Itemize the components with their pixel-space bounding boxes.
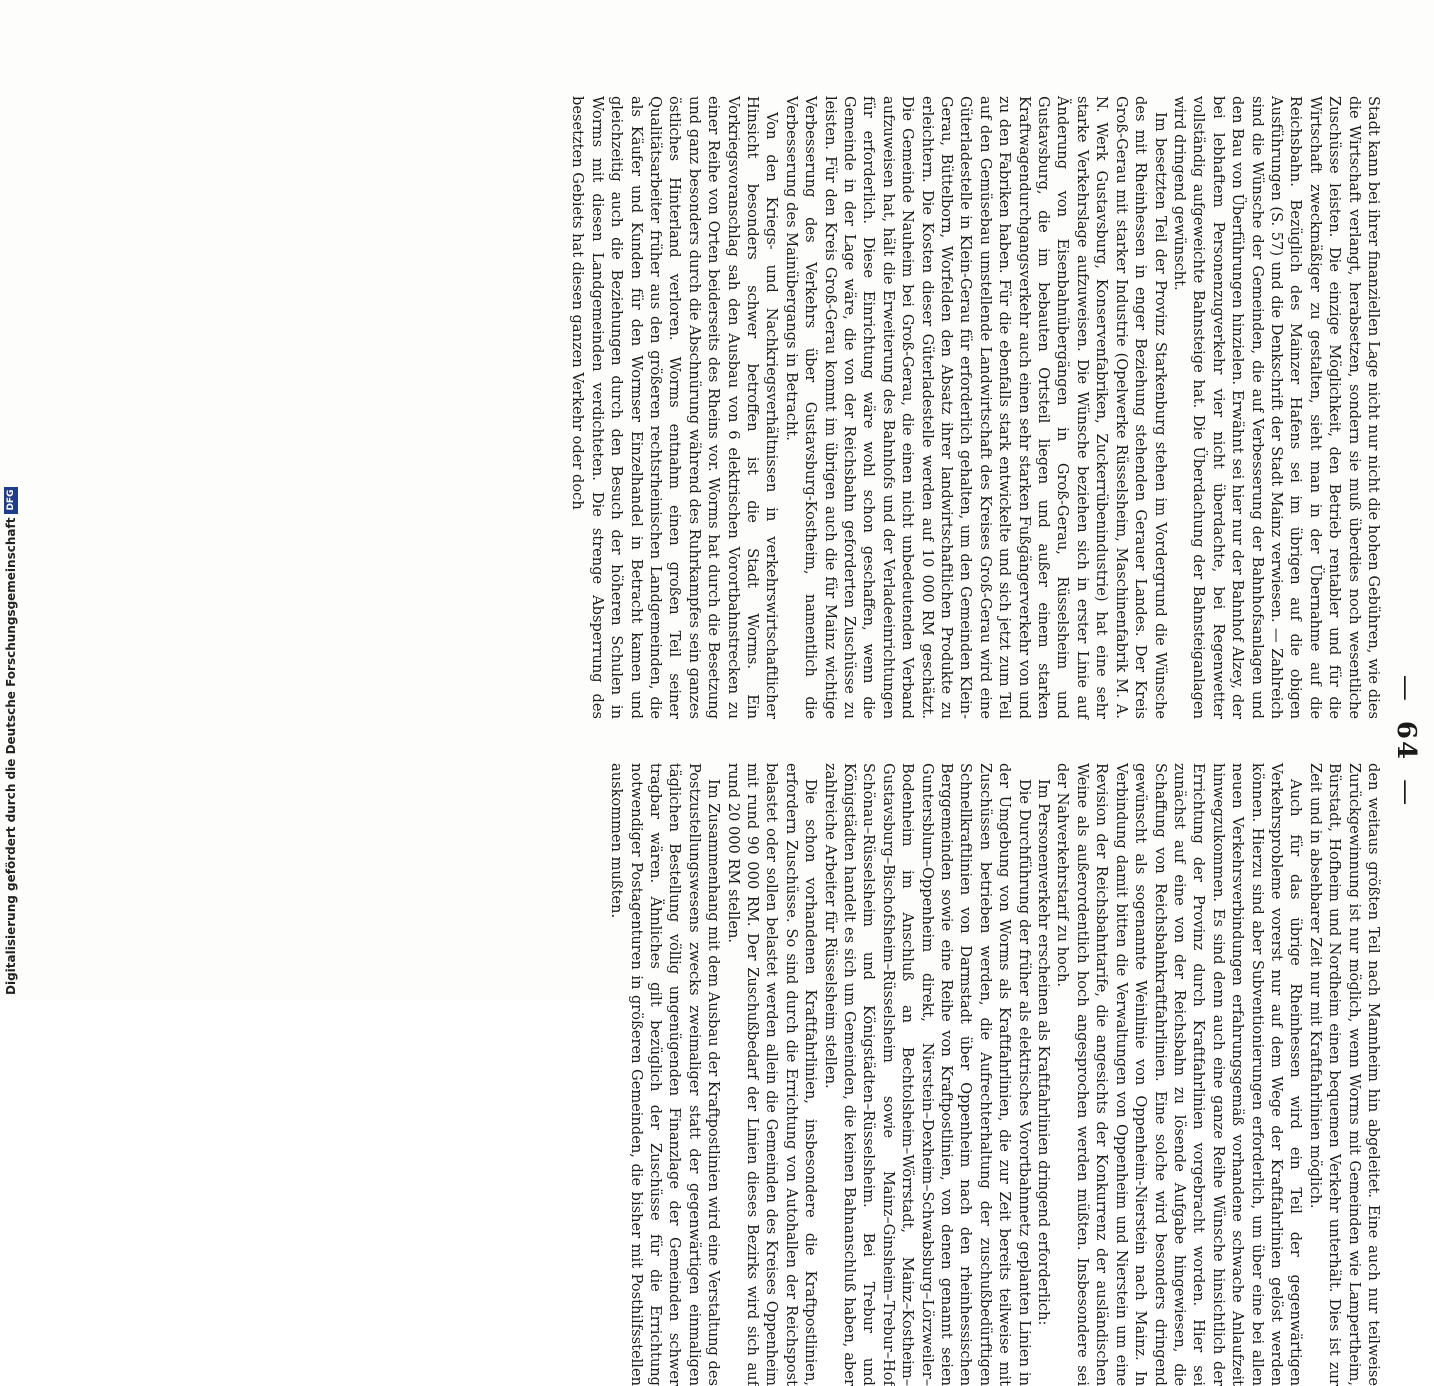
paragraph: Im Zusammenhang mit dem Ausbau der Kraftpostlinien wird eine Verstaltung des Postzustellungswesens zwecks zweimaliger statt der gegenwärtigen einmaligen täglichen Bestellung völlig ungenügenden Finanzlage der Gemeinden schwer tragbar wären. Ähnliches gilt bezüglich der Zuschüsse für die Errichtung notwendiger Postagenturen in größeren Gemeinden, die bisher mit Posthilfsstellen auskommen mußten. [608,763,723,1386]
paragraph: Die schon vorhandenen Kraftfahrlinien, insbesondere die Kraftpostlinien, erfordern Zuschüsse. So sind durch die Errichtung von Autohallen der Reichspost belastet oder sollen belastet werden allein die Gemeinden des Kreises Oppenheim mit rund 90 000 RM. Der Zuschußbedarf der Linien dieses Bezirks wird sich auf rund 20 000 RM stellen. [724,763,820,1386]
paragraph: Die Durchführung der früher als elektrisches Vorortbahnnetz geplanten Linien in der Umgebung von Worms als Kraftfahrlinien, die zur Zeit bereits teilweise mit Zuschüssen betrieben werden, die Aufrechterhaltung der zuschußbedürftigen Schnellkraftlinien von Darmstadt über Oppenheim nach den rheinhessischen Berggemeinden sowie eine Reihe von Kraftpostlinien, von denen genannt seien Guntersblum–Oppenheim direkt, Nierstein–Dexheim–Schwabsburg–Lörzweiler–Bodenheim im Anschluß an Bechtolsheim–Wörrstadt, Mainz–Kostheim–Gustavsburg–Bischofsheim–Rüsselsheim sowie Mainz–Ginsheim–Trebur–Hof Schönau–Rüsselsheim und Königstädten–Rüsselsheim. Bei Trebur und Königstädten handelt es sich um Gemeinden, die keinen Bahnanschluß haben, aber zahlreiche Arbeiter für Rüsselsheim stellen. [821,763,1033,1386]
paragraph: Stadt kann bei ihrer finanziellen Lage nicht nur nicht die hohen Gebühren, wie dies die Wirtschaft verlangt, herabsetzen, sondern sie muß überdies noch wesentliche Zuschüsse leisten. Die einzige Möglichkeit, den Betrieb rentabler und für die Wirtschaft zweckmäßiger zu gestalten, sieht man in der Übernahme auf die Reichsbahn. Bezüglich des Mainzer Hafens sei im übrigen auf die obigen Ausführungen (S. 57) und die Denkschrift der Stadt Mainz verwiesen. — Zahlreich sind die Wünsche der Gemeinden, die auf Verbesserung der Bahnhofsanlagen und den Bau von Überführungen hinzielen. Erwähnt sei hier nur der Bahnhof Alzey, der bei lebhaftem Personenzugverkehr vier nicht überdachte, bei Regenwetter vollständig aufgeweichte Bahnsteige hat. Die Überdachung der Bahnsteiganlagen wird dringend gewünscht. [1170,96,1382,719]
paragraph: den weitaus größten Teil nach Mannheim hin abgeleitet. Eine auch nur teilweise Zurückgewinnung ist nur möglich, wenn Worms mit Gemeinden wie Lampertheim, Bürstadt, Hofheim und Nordheim einen bequemen Verkehr unterhält. Dies ist zur Zeit und in absehbarer Zeit nur mit Kraftfahrlinien möglich. [1306,763,1382,1386]
paragraph: Im besetzten Teil der Provinz Starkenburg stehen im Vordergrund die Wünsche des mit Rheinhessen in enger Beziehung stehenden Gerauer Landes. Der Kreis Groß-Gerau mit starker Industrie (Opelwerke Rüsselsheim, Maschinenfabrik M. A. N. Werk Gustavsburg, Konservenfabriken, Zuckerrübenindustrie) hat eine sehr starke Verkehrslage aufzuweisen. Die Wünsche beziehen sich in erster Linie auf Änderung von Eisenbahnübergängen in Groß-Gerau, Rüsselsheim und Gustavsburg, die im bebauten Ortsteil liegen und außer einem starken Kraftwagendurchgangsverkehr auch einen sehr starken Fußgängerverkehr von und zu den Fabriken haben. Für die ebenfalls stark entwickelte und sich jetzt zum Teil auf den Gemüsebau umstellende Landwirtschaft des Kreises Groß-Gerau wird eine Güterladestelle in Klein-Gerau für erforderlich gehalten, um den Gemeinden Klein-Gerau, Büttelborn, Worfelden den Absatz ihrer landwirtschaftlichen Produkte zu erleichtern. Die Kosten dieser Güterladestelle werden auf 10 000 RM geschätzt. Die Gemeinde Nauheim bei Groß-Gerau, die einen nicht unbedeutenden Verband aufzuweisen hat, hält die Erweiterung des Bahnhofs und der Verladeeinrichtungen für erforderlich. Diese Einrichtung wäre wohl schon geschaffen, wenn die Gemeinde in der Lage wäre, die von der Reichsbahn geforderten Zuschüsse zu leisten. Für den Kreis Groß-Gerau kommt im übrigen auch die für Mainz wichtige Verbesserung des Verkehrs über Gustavsburg-Kostheim, namentlich die Verbesserung des Mainübergangs in Betracht. [782,96,1169,719]
dfg-logo: DFG [4,487,18,514]
rotated-page-content [137,96,1427,1386]
page-number-value: 64 [1391,720,1421,762]
digitization-credit [4,487,18,995]
left-column [569,96,1383,719]
page-number-dash-left: — [1391,674,1421,703]
paragraph: Auch für das übrige Rheinhessen wird ein Teil der gegenwärtigen Verkehrsprobleme vorerst nur auf dem Wege der Kraftfahrlinien gelöst werden können. Hierzu sind aber Subventionierungen erforderlich, um über eine bei allen neuen Verkehrsverbindungen erfahrungsgemäß vorhandene schwache Anlaufzeit hinwegzukommen. Es sind denn auch eine ganze Reihe Wünsche hinsichtlich der Errichtung der Provinz durch Kraftfahrlinien vorgebracht worden. Hier sei zunächst auf eine von der Reichsbahn zu lösende Aufgabe hingewiesen, die Schaffung von Reichsbahnkraftfahrlinien. Eine solche wird besonders dringend gewünscht als sogenannte Weinlinie von Oppenheim-Nierstein nach Mainz. In Verbindung damit bitten die Verwaltungen von Oppenheim und Nierstein um eine Revision der Reichsbahntarife, die angesichts der Konkurrenz der ausländischen Weine als außerordentlich hoch angesprochen werden müßten. Insbesondere sei der Nahverkehrstarif zu hoch. [1054,763,1305,1386]
paragraph: Im Personenverkehr erscheinen als Kraftfahrlinien dringend erforderlich: [1035,779,1053,1326]
paragraph: Von den Kriegs- und Nachkriegsverhältnissen in verkehrswirtschaftlicher Hinsicht besonders schwer betroffen ist die Stadt Worms. Ein Vorkriegsvoranschlag sah den Ausbau von 6 elektrischen Vorortbahnstrecken zu einer Reihe von Orten beiderseits des Rheins vor. Worms hat durch die Besetzung und ganz besonders durch die Abschnürung während des Ruhrkampfes sein ganzes östliches Hinterland verloren. Worms entnahm einen großen Teil seiner Qualitätsarbeiter früher aus den größeren rechtsrheinischen Landgemeinden, die als Käufer und Kunden für den Wormser Einzelhandel in Betracht kamen und gleichzeitig auch die Beziehungen durch den Besuch der höheren Schulen in Worms mit diesen Landgemeinden verdichteten. Die strenge Absperrung des besetzten Gebiets hat diesen ganzen Verkehr oder doch [569,96,781,719]
right-column [608,763,1383,1386]
text-columns [569,96,1383,1386]
credit-text: Digitalisierung gefördert durch die Deutsche Forschungsgemeinschaft [4,517,18,995]
page-number [1391,96,1421,1386]
page-number-dash-right: — [1391,779,1421,808]
